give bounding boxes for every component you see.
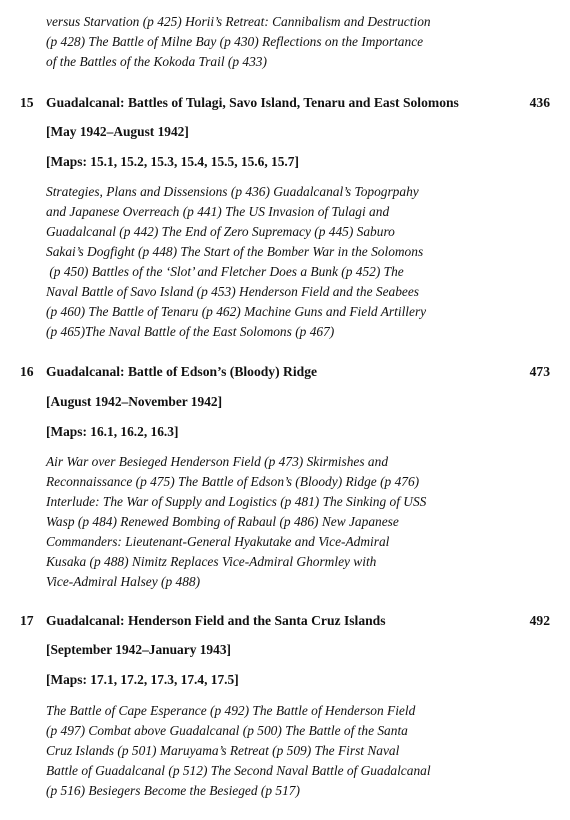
description-line: of the Battles of the Kokoda Trail (p 433) <box>46 54 267 69</box>
chapter-17-maps: [Maps: 17.1, 17.2, 17.3, 17.4, 17.5] <box>46 672 239 687</box>
description-line: Cruz Islands (p 501) Maruyama’s Retreat (p 509) The First Naval <box>46 743 400 758</box>
chapter-number: 15 <box>20 95 34 110</box>
description-line: Guadalcanal (p 442) The End of Zero Supremacy (p 445) Saburo <box>46 224 395 239</box>
chapter-title: Guadalcanal: Battles of Tulagi, Savo Island, Tenaru and East Solomons <box>46 95 459 110</box>
description-line: Kusaka (p 488) Nimitz Replaces Vice-Admiral Ghormley with <box>46 554 377 569</box>
description-line: Commanders: Lieutenant-General Hyakutake and Vice-Admiral <box>46 534 390 549</box>
chapter-title: Guadalcanal: Henderson Field and the Santa Cruz Islands <box>46 613 386 628</box>
description-line: versus Starvation (p 425) Horii’s Retreat: Cannibalism and Destruction <box>46 14 431 29</box>
chapter-17-dates: [September 1942–January 1943] <box>46 642 231 657</box>
description-line: The Battle of Cape Esperance (p 492) The Battle of Henderson Field <box>46 703 416 718</box>
description-line: (p 497) Combat above Guadalcanal (p 500) The Battle of the Santa <box>46 723 408 738</box>
description-line: (p 450) Battles of the ‘Slot’ and Fletcher Does a Bunk (p 452) The <box>46 264 404 279</box>
chapter-16-description <box>46 452 516 592</box>
description-line: Sakai’s Dogfight (p 448) The Start of the Bomber War in the Solomons <box>46 244 424 259</box>
description-line: (p 460) The Battle of Tenaru (p 462) Machine Guns and Field Artillery <box>46 304 427 319</box>
description-line: Air War over Besieged Henderson Field (p 473) Skirmishes and <box>46 454 389 469</box>
description-line: and Japanese Overreach (p 441) The US Invasion of Tulagi and <box>46 204 390 219</box>
chapter-number: 16 <box>20 364 34 379</box>
chapter-page-number: 492 <box>529 613 550 628</box>
chapter-15-dates: [May 1942–August 1942] <box>46 124 189 139</box>
chapter-page-number: 473 <box>529 364 550 379</box>
description-line: Naval Battle of Savo Island (p 453) Henderson Field and the Seabees <box>46 284 420 299</box>
intro-description <box>46 12 516 72</box>
description-line: Vice-Admiral Halsey (p 488) <box>46 574 201 589</box>
description-line: Battle of Guadalcanal (p 512) The Second Naval Battle of Guadalcanal <box>46 763 431 778</box>
description-line: (p 428) The Battle of Milne Bay (p 430) Reflections on the Importance <box>46 34 424 49</box>
chapter-page-number: 436 <box>529 95 550 110</box>
chapter-16-dates: [August 1942–November 1942] <box>46 394 223 409</box>
chapter-17-description <box>46 701 516 801</box>
chapter-15-description <box>46 182 516 342</box>
chapter-title: Guadalcanal: Battle of Edson’s (Bloody) Ridge <box>46 364 318 379</box>
chapter-number: 17 <box>20 613 34 628</box>
chapter-16-maps: [Maps: 16.1, 16.2, 16.3] <box>46 424 179 439</box>
description-line: Wasp (p 484) Renewed Bombing of Rabaul (p 486) New Japanese <box>46 514 399 529</box>
chapter-15-maps: [Maps: 15.1, 15.2, 15.3, 15.4, 15.5, 15.6, 15.7] <box>46 154 299 169</box>
description-line: (p 465)The Naval Battle of the East Solomons (p 467) <box>46 324 335 339</box>
description-line: Interlude: The War of Supply and Logistics (p 481) The Sinking of USS <box>46 494 427 509</box>
description-line: (p 516) Besiegers Become the Besieged (p 517) <box>46 783 300 798</box>
description-line: Reconnaissance (p 475) The Battle of Edson’s (Bloody) Ridge (p 476) <box>46 474 420 489</box>
description-line: Strategies, Plans and Dissensions (p 436) Guadalcanal’s Topogrpahy <box>46 184 419 199</box>
